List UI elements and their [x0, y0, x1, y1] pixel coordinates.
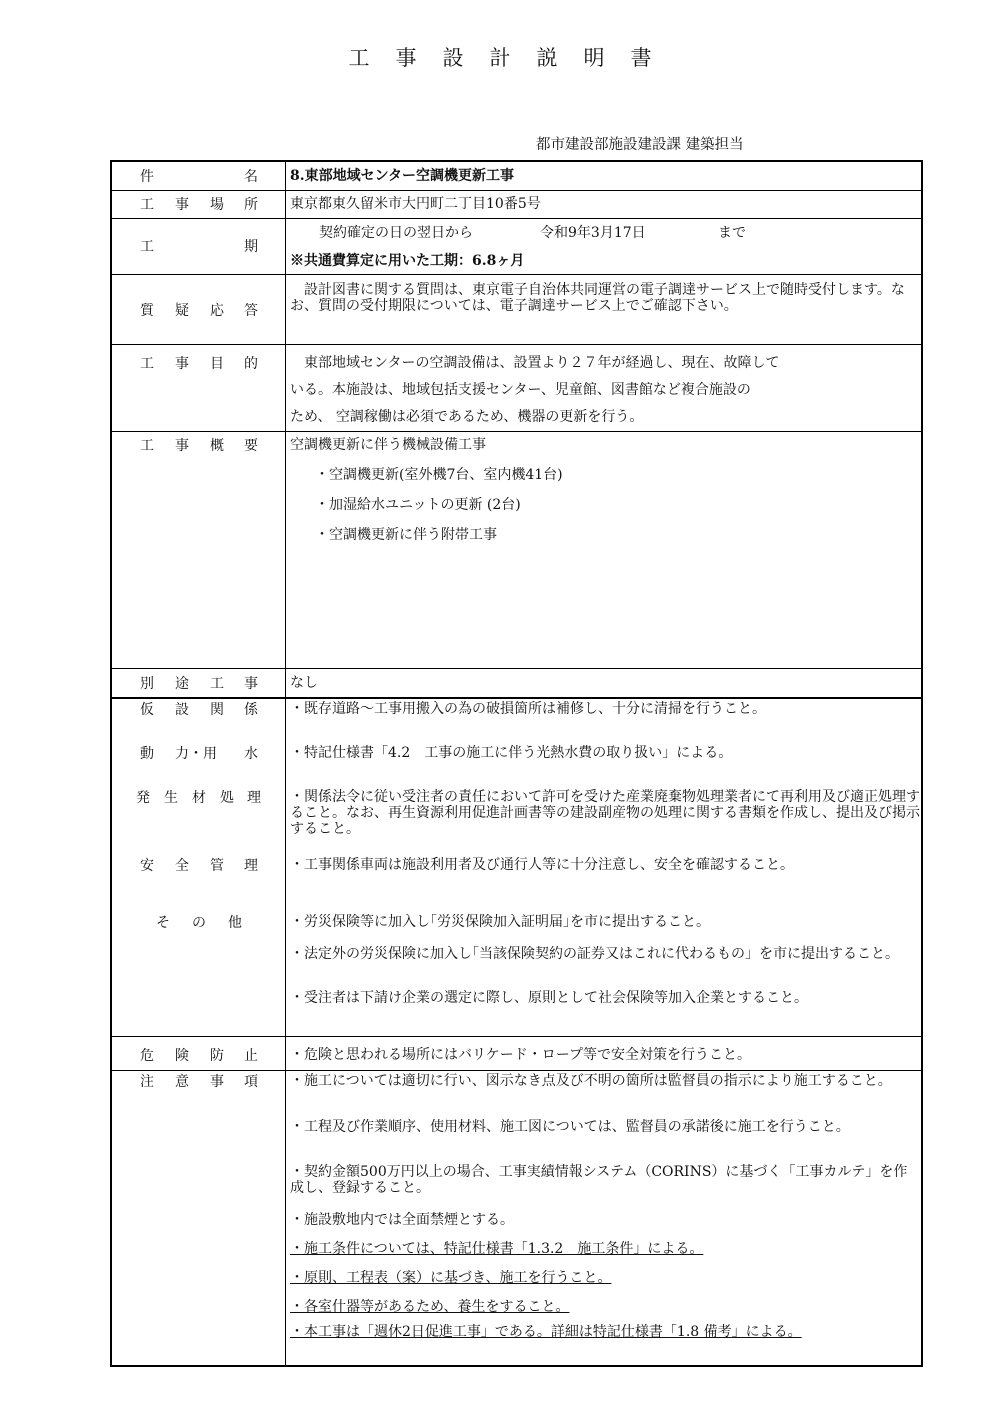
value-mokuteki-line3: ため、 空調稼働は必須であるため、機器の更新を行う。	[290, 409, 644, 425]
value-chui-item: ・施設敷地内では全面禁煙とする。	[290, 1212, 514, 1228]
value-chui-item: ・原則、工程表（案）に基づき、施工を行うこと。	[290, 1270, 612, 1286]
spec-table: 件 名 工 事 場 所 工 期 質 疑 応 答 工 事 目 的 工 事 概 要 別 途 工 事 仮 設 関 係 動 力・用 水 発 生 材 処 理 安 全 管 理 そ の 他 危 険 防 止 注 意 事 項 8.東部地域センター空調機更新工事 東京都東久留米市大円町二丁目10番5号 契約確定の日の翌日から 令和9年3月17日 まで ※共通費算定に用いた工期：6.8ヶ月 設計図書に関する質問は、東京電子自治体共同運営の電子調達サービス上で随時受付します。なお、質問の受付期限については、電子調達サービス上でご確認下さい。 東部地域センターの空調設備は、設置より２７年が経過し、現在、故障して いる。本施設は、地域包括支援センター、児童館、図書館など複合施設の ため、 空調稼働は必須であるため、機器の更新を行う。 空調機更新に伴う機械設備工事 ・空調機更新(室外機7台、室内機41台) ・加湿給水ユニットの更新 (2台) ・空調機更新に伴う附帯工事 なし ・既存道路～工事用搬入の為の破損箇所は補修し、十分に清掃を行うこと。 ・特記仕様書「4.2 工事の施工に伴う光熱水費の取り扱い」による。 ・関係法令に従い受注者の責任において許可を受けた産業廃棄物処理業者にて再利用及び適正処理すること。なお、再生資源利用促進計画書等の建設副産物の処理に関する書類を作成し、提出及び掲示すること。 ・工事関係車両は施設利用者及び通行人等に十分注意し、安全を確認すること。 ・労災保険等に加入し｢労災保険加入証明届｣を市に提出すること。 ・法定外の労災保険に加入し｢当該保険契約の証券又はこれに代わるもの」を市に提出すること。 ・受注者は下請け企業の選定に際し、原則として社会保険等加入企業とすること。 ・危険と思われる場所にはバリケード・ロープ等で安全対策を行うこと。 ・施工については適切に行い、図示なき点及び不明の箇所は監督員の指示により施工すること。 ・工程及び作業順序、使用材料、施工図については、監督員の承諾後に施工を行うこと。 ・契約金額500万円以上の場合、工事実績情報システム（CORINS）に基づく「工事カルテ」を作成し、登録すること。 ・施設敷地内では全面禁煙とする。 ・施工条件については、特記仕様書「1.3.2 施工条件」による。 ・原則、工程表（案）に基づき、施工を行うこと。 ・各室什器等があるため、養生をすること。 ・本工事は「週休2日促進工事」である。詳細は特記仕様書「1.8 備考」による。	[110, 160, 923, 1367]
value-chui-item: ・工程及び作業順序、使用材料、施工図については、監督員の承諾後に施工を行うこと。	[290, 1119, 850, 1135]
value-sonota-item: ・法定外の労災保険に加入し｢当該保険契約の証券又はこれに代わるもの」を市に提出すること。	[290, 946, 899, 962]
value-chui-item: ・施工条件については、特記仕様書「1.3.2 施工条件」による。	[290, 1241, 704, 1257]
value-anzen: ・工事関係車両は施設利用者及び通行人等に十分注意し、安全を確認すること。	[290, 857, 794, 873]
value-kouki-start: 契約確定の日の翌日から	[319, 225, 473, 241]
value-gaiyou-heading: 空調機更新に伴う機械設備工事	[290, 437, 486, 453]
value-kouki-made: まで	[718, 225, 746, 241]
value-mokuteki-line2: いる。本施設は、地域包括支援センター、児童館、図書館など複合施設の	[290, 382, 751, 398]
value-gaiyou-item: ・加湿給水ユニットの更新 (2台)	[315, 497, 521, 513]
value-kiken: ・危険と思われる場所にはバリケード・ロープ等で安全対策を行うこと。	[290, 1047, 752, 1063]
value-betto: なし	[290, 675, 318, 691]
value-kenmei: 8.東部地域センター空調機更新工事	[290, 168, 515, 184]
document-title: 工事設計説明書	[348, 46, 678, 70]
value-gaiyou-item: ・空調機更新に伴う附帯工事	[315, 527, 497, 543]
value-hassei: ・関係法令に従い受注者の責任において許可を受けた産業廃棄物処理業者にて再利用及び適正処理すること。なお、再生資源利用促進計画書等の建設副産物の処理に関する書類を作成し、提出及び掲示すること。	[290, 789, 920, 837]
value-basho: 東京都東久留米市大円町二丁目10番5号	[290, 196, 541, 212]
value-douryoku: ・特記仕様書「4.2 工事の施工に伴う光熱水費の取り扱い」による。	[290, 745, 733, 761]
value-chui-item: ・契約金額500万円以上の場合、工事実績情報システム（CORINS）に基づく「工事カルテ」を作成し、登録すること。	[290, 1164, 908, 1196]
value-mokuteki-line1: 東部地域センターの空調設備は、設置より２７年が経過し、現在、故障して	[304, 355, 780, 371]
department-name: 都市建設部施設建設課 建築担当	[536, 137, 744, 153]
value-chui-item: ・施工については適切に行い、図示なき点及び不明の箇所は監督員の指示により施工すること。	[290, 1073, 892, 1089]
value-chui-item: ・各室什器等があるため、養生をすること。	[290, 1299, 570, 1315]
value-kouki-end: 令和9年3月17日	[540, 225, 646, 241]
value-kasetsu: ・既存道路～工事用搬入の為の破損箇所は補修し、十分に清掃を行うこと。	[290, 701, 766, 717]
value-chui-item: ・本工事は「週休2日促進工事」である。詳細は特記仕様書「1.8 備考」による。	[290, 1324, 802, 1340]
value-sonota-item: ・労災保険等に加入し｢労災保険加入証明届｣を市に提出すること。	[290, 914, 710, 930]
value-shitsugi: 設計図書に関する質問は、東京電子自治体共同運営の電子調達サービス上で随時受付します。なお、質問の受付期限については、電子調達サービス上でご確認下さい。	[290, 282, 905, 314]
value-kouki-note: ※共通費算定に用いた工期：6.8ヶ月	[290, 253, 525, 269]
value-gaiyou-item: ・空調機更新(室外機7台、室内機41台)	[315, 467, 563, 483]
column-divider	[285, 162, 286, 1365]
value-sonota-item: ・受注者は下請け企業の選定に際し、原則として社会保険等加入企業とすること。	[290, 990, 808, 1006]
